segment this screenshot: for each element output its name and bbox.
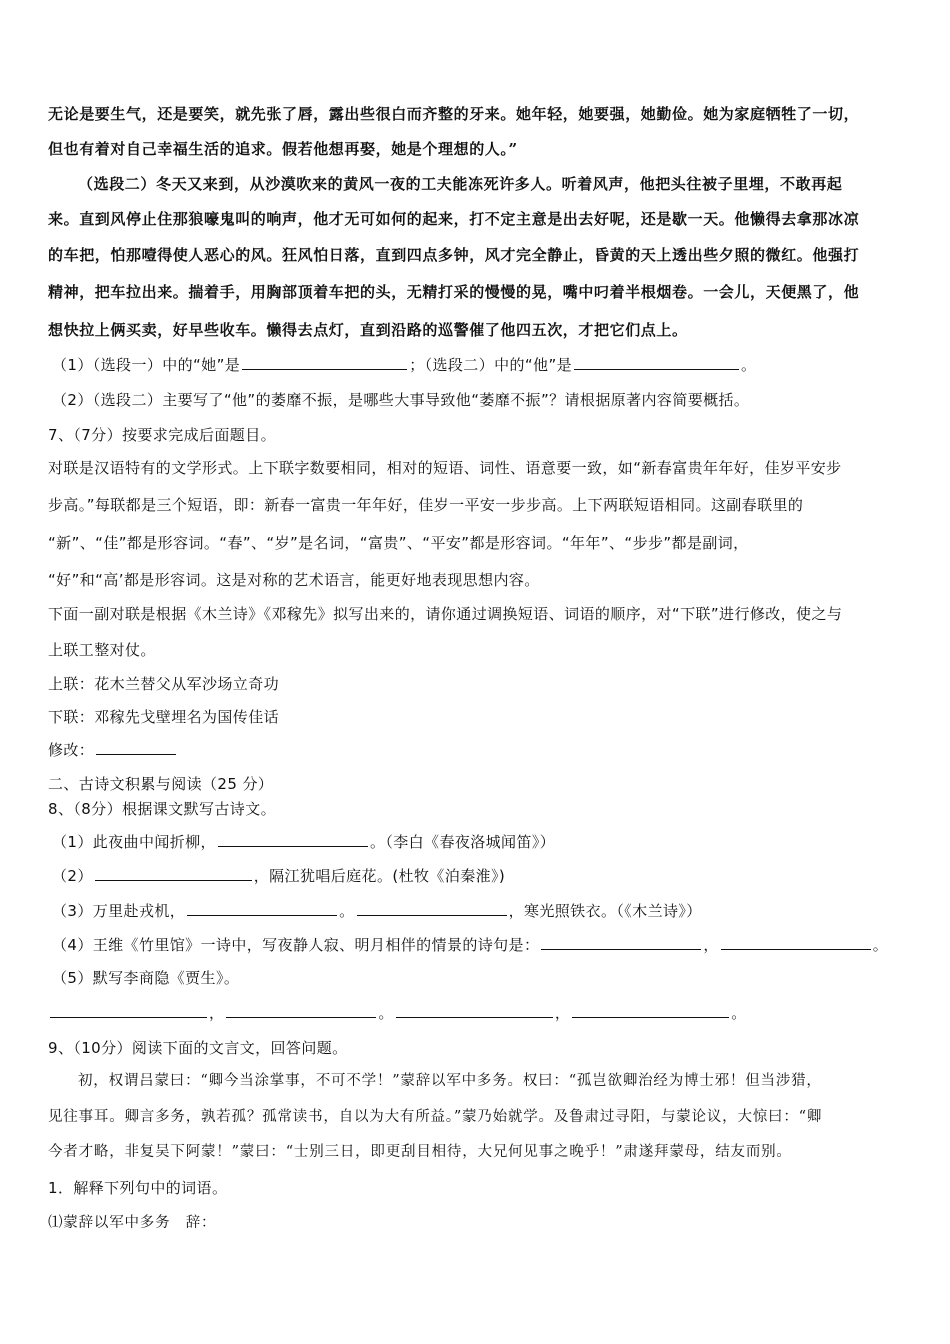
q8-sub5-blanks: ， 。 ， 。 [48, 1003, 910, 1023]
excerpt2-line: 想快拉上俩买卖，好早些收车。懒得去点灯，直到沿路的巡警催了他四五次，才把它们点上。 [48, 321, 688, 339]
answer-blank[interactable] [574, 355, 739, 370]
q9-text-line: 初，权谓吕蒙曰：“卿今当涂掌事，不可不学！”蒙辞以军中多务。权曰：“孤岂欲卿治经为博士邪！但当涉猎， [78, 1073, 822, 1089]
q9-header: 9、（10分）阅读下面的文言文，回答问题。 [48, 1039, 348, 1057]
q7-text-line: “新”、“佳”都是形容词。“春”、“岁”是名词，“富贵”、“平安”都是形容词。“年年”、“步步”都是副词， [48, 534, 749, 552]
excerpt2-line: （选段二）冬天又来到，从沙漠吹来的黄风一夜的工夫能冻死许多人。听着风声，他把头往被子里埋，不敢再起 [78, 175, 843, 193]
passage-line: 但也有着对自己幸福生活的追求。假若他想再娶，她是个理想的人。” [48, 140, 518, 158]
section-title: 二、古诗文积累与阅读（25 分） [48, 775, 274, 793]
q9-sub1-item: ⑴蒙辞以军中多务 辞： [48, 1215, 217, 1231]
q8-sub5: （5）默写李商隐《贾生》。 [52, 969, 240, 987]
q7-text-line: 对联是汉语特有的文学形式。上下联字数要相同，相对的短语、词性、语意要一致，如“新春富贵年年好，佳岁平安步 [48, 459, 842, 477]
q7-header: 7、（7分）按要求完成后面题目。 [48, 426, 276, 444]
answer-blank[interactable] [96, 740, 176, 755]
q8-sub4: （4）王维《竹里馆》一诗中，写夜静人寂、明月相伴的情景的诗句是： ， 。 [52, 936, 889, 954]
answer-blank[interactable] [226, 1003, 376, 1018]
revise-line: 修改： [48, 740, 910, 760]
upper-couplet: 上联：花木兰替父从军沙场立奇功 [48, 675, 280, 693]
q6-sub1: （1）（选段一）中的“她”是 ；（选段二）中的“他”是 。 [52, 356, 757, 374]
q7-text-line: 步高。”每联都是三个短语，即：新春一富贵一年年好，佳岁一平安一步步高。上下两联短语相同。这副春联里的 [48, 496, 804, 514]
q9-sub1: 1．解释下列句中的词语。 [48, 1179, 228, 1197]
excerpt2-line: 精神，把车拉出来。揣着手，用胸部顶着车把的头，无精打采的慢慢的晃，嘴中叼着半根烟卷。一会儿，天便黑了，他 [48, 283, 860, 301]
q8-header: 8、（8分）根据课文默写古诗文。 [48, 800, 276, 818]
q8-sub2: （2） ，隔江犹唱后庭花。(杜牧《泊秦淮》) [52, 867, 506, 885]
answer-blank[interactable] [95, 866, 252, 881]
q8-sub3: （3）万里赴戎机， 。 ，寒光照铁衣。（《木兰诗》） [52, 902, 702, 920]
answer-blank[interactable] [242, 355, 407, 370]
excerpt2-line: 来。直到风停止住那狼嚎鬼叫的响声，他才无可如何的起来，打不定主意是出去好呢，还是歇一天。他懒得去拿那冰凉 [48, 210, 860, 228]
answer-blank[interactable] [357, 901, 507, 916]
passage-line: 无论是要生气，还是要笑，就先张了唇，露出些很白而齐整的牙来。她年轻，她要强，她勤俭。她为家庭牺牲了一切， [48, 105, 860, 123]
q9-text-line: 今者才略，非复吴下阿蒙！”蒙曰：“士别三日，即更刮目相待，大兄何见事之晚乎！”肃遂拜蒙母，结友而别。 [48, 1144, 792, 1160]
answer-blank[interactable] [50, 1003, 207, 1018]
answer-blank[interactable] [187, 901, 337, 916]
q6-sub2: （2）（选段二）主要写了“他”的萎靡不振，是哪些大事导致他“萎靡不振”？请根据原著内容简要概括。 [52, 391, 750, 409]
answer-blank[interactable] [572, 1003, 729, 1018]
q8-sub1: （1）此夜曲中闻折柳， 。（李白《春夜洛城闻笛》） [52, 833, 556, 851]
answer-blank[interactable] [218, 832, 368, 847]
excerpt2-line: 的车把，怕那噎得使人恶心的风。狂风怕日落，直到四点多钟，风才完全静止，昏黄的天上透出些夕照的微红。他强打 [48, 246, 860, 264]
q7-text-line: “好”和“高’都是形容词。这是对称的艺术语言，能更好地表现思想内容。 [48, 571, 540, 589]
answer-blank[interactable] [721, 935, 871, 950]
q7-text-line: 上联工整对仗。 [48, 641, 156, 659]
lower-couplet: 下联：邓稼先戈壁埋名为国传佳话 [48, 708, 280, 726]
answer-blank[interactable] [396, 1003, 553, 1018]
q9-text-line: 见往事耳。卿言多务，孰若孤？孤常读书，自以为大有所益。”蒙乃始就学。及鲁肃过寻阳，与蒙论议，大惊曰：“卿 [48, 1109, 823, 1125]
answer-blank[interactable] [541, 935, 701, 950]
q7-text-line: 下面一副对联是根据《木兰诗》《邓稼先》拟写出来的，请你通过调换短语、词语的顺序，对“下联”进行修改，使之与 [48, 605, 843, 623]
